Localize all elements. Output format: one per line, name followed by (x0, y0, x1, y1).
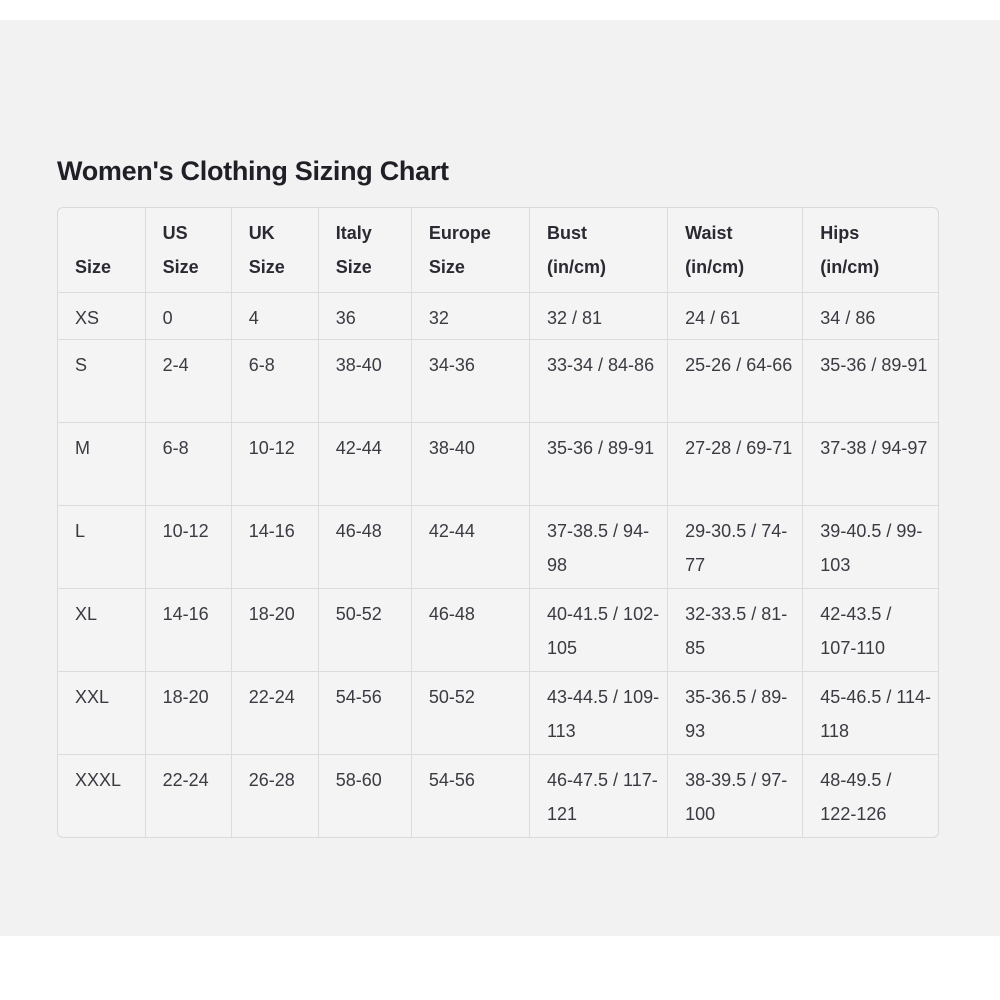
cell-italy-size: 46-48 (318, 505, 411, 588)
cell-size: L (58, 505, 145, 588)
table-row (58, 339, 938, 422)
cell-hips: 37-38 / 94-97 (803, 422, 938, 505)
cell-europe-size: 38-40 (411, 422, 529, 505)
cell-bust: 40-41.5 / 102-105 (530, 588, 668, 671)
cell-bust: 33-34 / 84-86 (530, 339, 668, 422)
column-header-italy-size: Italy Size (318, 208, 411, 292)
cell-italy-size: 50-52 (318, 588, 411, 671)
cell-waist: 25-26 / 64-66 (668, 339, 803, 422)
cell-uk-size: 18-20 (231, 588, 318, 671)
cell-uk-size: 26-28 (231, 754, 318, 837)
cell-bust: 37-38.5 / 94-98 (530, 505, 668, 588)
table-row (58, 505, 938, 588)
cell-us-size: 14-16 (145, 588, 231, 671)
cell-hips: 45-46.5 / 114-118 (803, 671, 938, 754)
cell-bust: 46-47.5 / 117-121 (530, 754, 668, 837)
cell-europe-size: 32 (411, 292, 529, 339)
cell-uk-size: 10-12 (231, 422, 318, 505)
cell-bust: 35-36 / 89-91 (530, 422, 668, 505)
table-row (58, 754, 938, 837)
cell-us-size: 18-20 (145, 671, 231, 754)
cell-italy-size: 38-40 (318, 339, 411, 422)
cell-italy-size: 42-44 (318, 422, 411, 505)
cell-size: XL (58, 588, 145, 671)
cell-europe-size: 54-56 (411, 754, 529, 837)
cell-bust: 32 / 81 (530, 292, 668, 339)
cell-waist: 32-33.5 / 81-85 (668, 588, 803, 671)
cell-europe-size: 42-44 (411, 505, 529, 588)
cell-waist: 38-39.5 / 97-100 (668, 754, 803, 837)
table-row (58, 422, 938, 505)
column-header-europe-size: Europe Size (411, 208, 529, 292)
chart-title: Women's Clothing Sizing Chart (57, 156, 449, 186)
cell-bust: 43-44.5 / 109-113 (530, 671, 668, 754)
cell-italy-size: 54-56 (318, 671, 411, 754)
cell-size: M (58, 422, 145, 505)
column-header-us-size: US Size (145, 208, 231, 292)
cell-waist: 35-36.5 / 89-93 (668, 671, 803, 754)
table-row (58, 671, 938, 754)
content-panel (0, 20, 1000, 936)
cell-us-size: 10-12 (145, 505, 231, 588)
column-header-size: Size (58, 208, 145, 292)
cell-waist: 27-28 / 69-71 (668, 422, 803, 505)
table-row (58, 588, 938, 671)
header-row (58, 208, 938, 292)
cell-us-size: 2-4 (145, 339, 231, 422)
cell-italy-size: 36 (318, 292, 411, 339)
cell-europe-size: 34-36 (411, 339, 529, 422)
cell-size: S (58, 339, 145, 422)
cell-europe-size: 50-52 (411, 671, 529, 754)
cell-hips: 35-36 / 89-91 (803, 339, 938, 422)
cell-uk-size: 4 (231, 292, 318, 339)
cell-uk-size: 22-24 (231, 671, 318, 754)
cell-hips: 42-43.5 / 107-110 (803, 588, 938, 671)
cell-uk-size: 6-8 (231, 339, 318, 422)
cell-us-size: 0 (145, 292, 231, 339)
cell-size: XS (58, 292, 145, 339)
cell-uk-size: 14-16 (231, 505, 318, 588)
column-header-bust: Bust (in/cm) (530, 208, 668, 292)
column-header-uk-size: UK Size (231, 208, 318, 292)
cell-hips: 34 / 86 (803, 292, 938, 339)
cell-italy-size: 58-60 (318, 754, 411, 837)
cell-waist: 24 / 61 (668, 292, 803, 339)
column-header-waist: Waist (in/cm) (668, 208, 803, 292)
cell-us-size: 6-8 (145, 422, 231, 505)
cell-us-size: 22-24 (145, 754, 231, 837)
cell-size: XXXL (58, 754, 145, 837)
cell-hips: 48-49.5 / 122-126 (820, 769, 892, 824)
cell-size: XXL (58, 671, 145, 754)
table-row (58, 292, 938, 339)
sizing-table (57, 207, 939, 838)
cell-hips: 39-40.5 / 99-103 (803, 505, 938, 588)
cell-waist: 29-30.5 / 74-77 (668, 505, 803, 588)
cell-europe-size: 46-48 (411, 588, 529, 671)
column-header-hips: Hips (in/cm) (803, 208, 938, 292)
